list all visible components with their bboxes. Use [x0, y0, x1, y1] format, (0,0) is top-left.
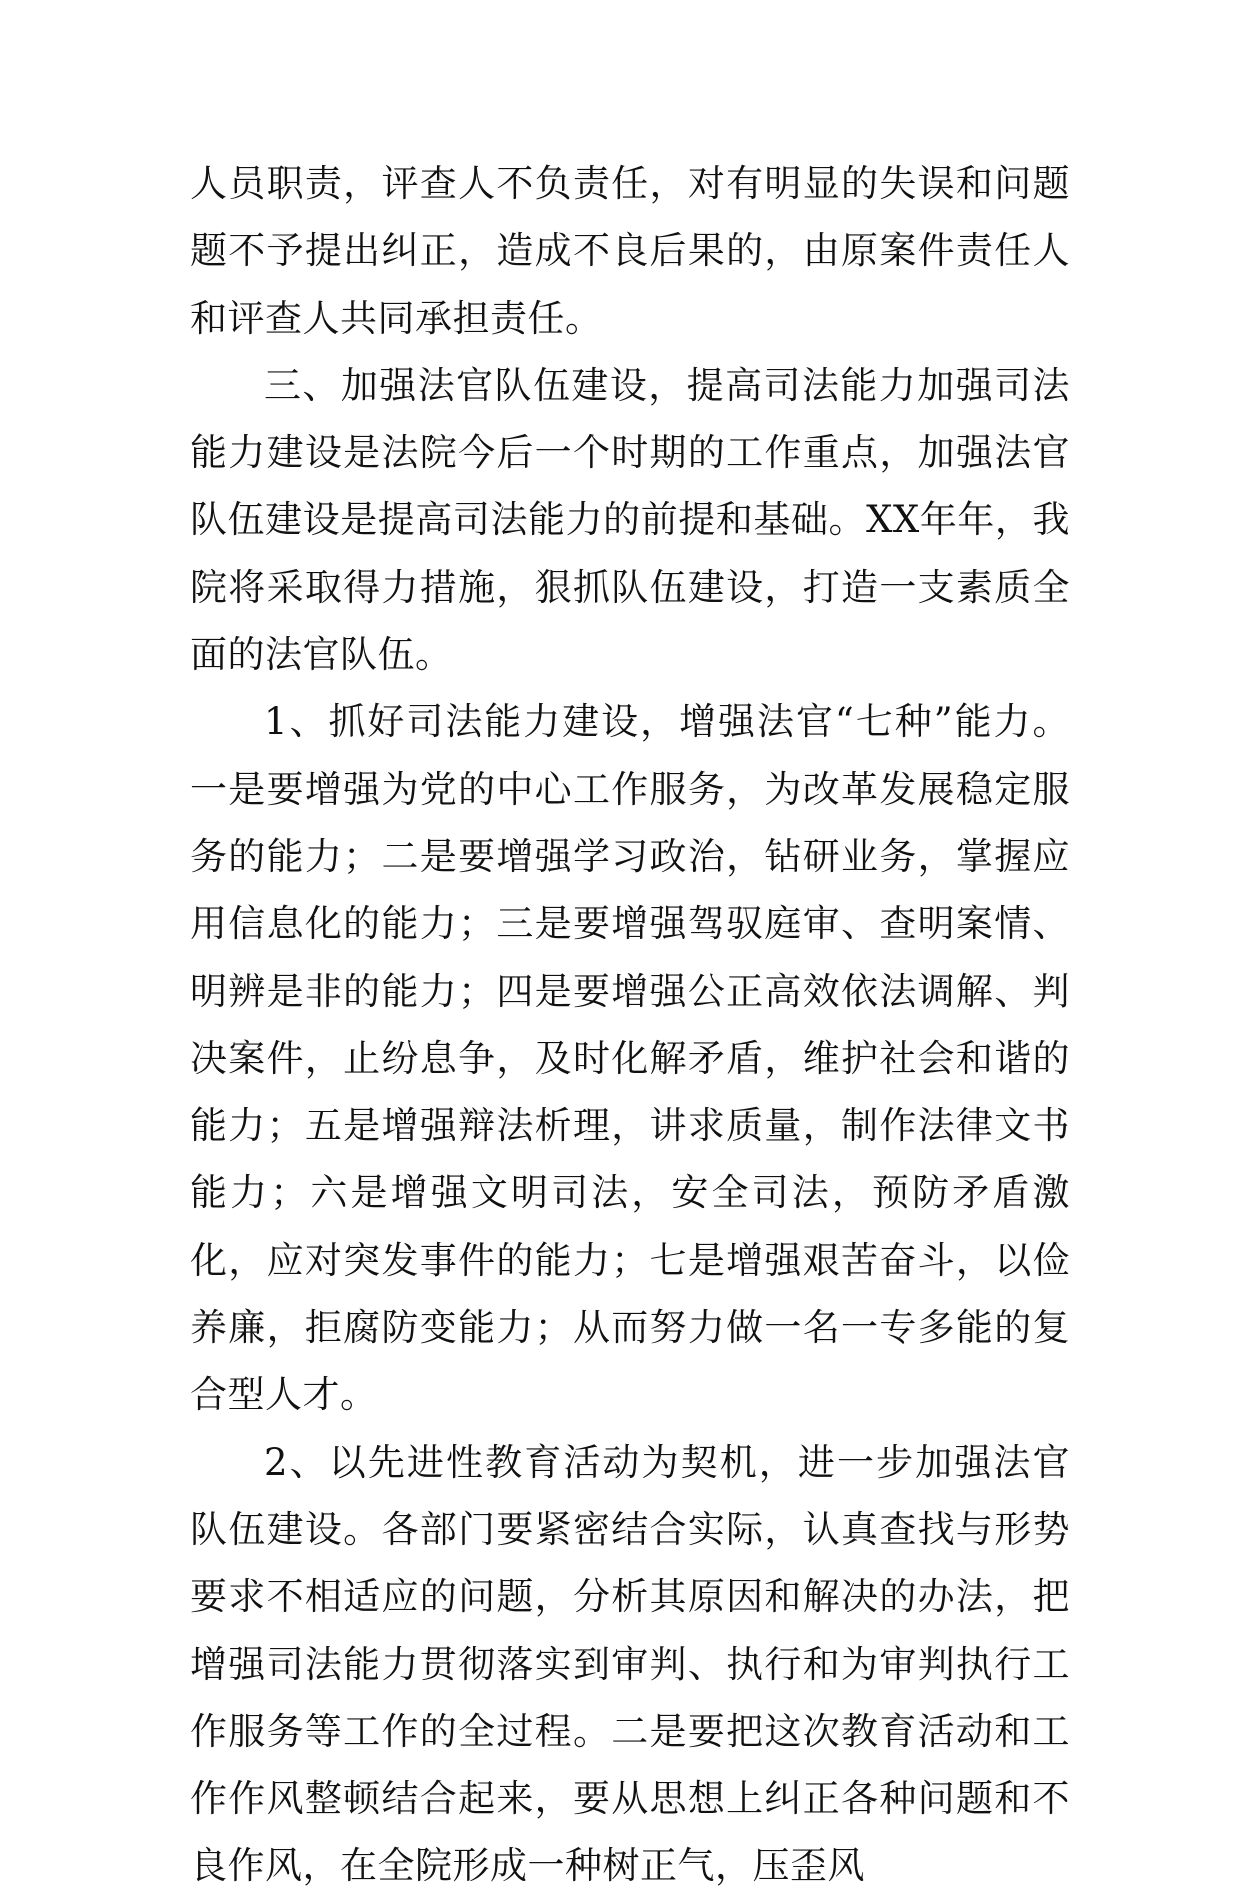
- paragraph-responsibility-continued: 人员职责，评查人不负责任，对有明显的失误和问题题不予提出纠正，造成不良后果的，由原案件责任人和评查人共同承担责任。: [190, 162, 1070, 340]
- paragraph-item-one: 1、抓好司法能力建设，增强法官“七种”能力。一是要增强为党的中心工作服务，为改革发展稳定服务的能力；二是要增强学习政治，钻研业务，掌握应用信息化的能力；三是要增强驾驭庭审、查明案情、明辨是非的能力；四是要增强公正高效依法调解、判决案件，止纷息争，及时化解矛盾，维护社会和谐的能力；五是增强辩法析理，讲求质量，制作法律文书能力；六是增强文明司法，安全司法，预防矛盾激化，应对突发事件的能力；七是增强艰苦奋斗，以俭养廉，拒腐防变能力；从而努力做一名一专多能的复合型人才。: [190, 700, 1070, 1417]
- document-body: [190, 150, 1070, 1900]
- paragraph-item-two: 2、以先进性教育活动为契机，进一步加强法官队伍建设。各部门要紧密结合实际，认真查找与形势要求不相适应的问题，分析其原因和解决的办法，把增强司法能力贯彻落实到审判、执行和为审判执行工作服务等工作的全过程。二是要把这次教育活动和工作作风整顿结合起来，要从思想上纠正各种问题和不良作风，在全院形成一种树正气，压歪风: [190, 1440, 1070, 1888]
- paragraph-section-three: 三、加强法官队伍建设，提高司法能力加强司法能力建设是法院今后一个时期的工作重点，加强法官队伍建设是提高司法能力的前提和基础。XX年年，我院将采取得力措施，狠抓队伍建设，打造一支素质全面的法官队伍。: [190, 363, 1070, 677]
